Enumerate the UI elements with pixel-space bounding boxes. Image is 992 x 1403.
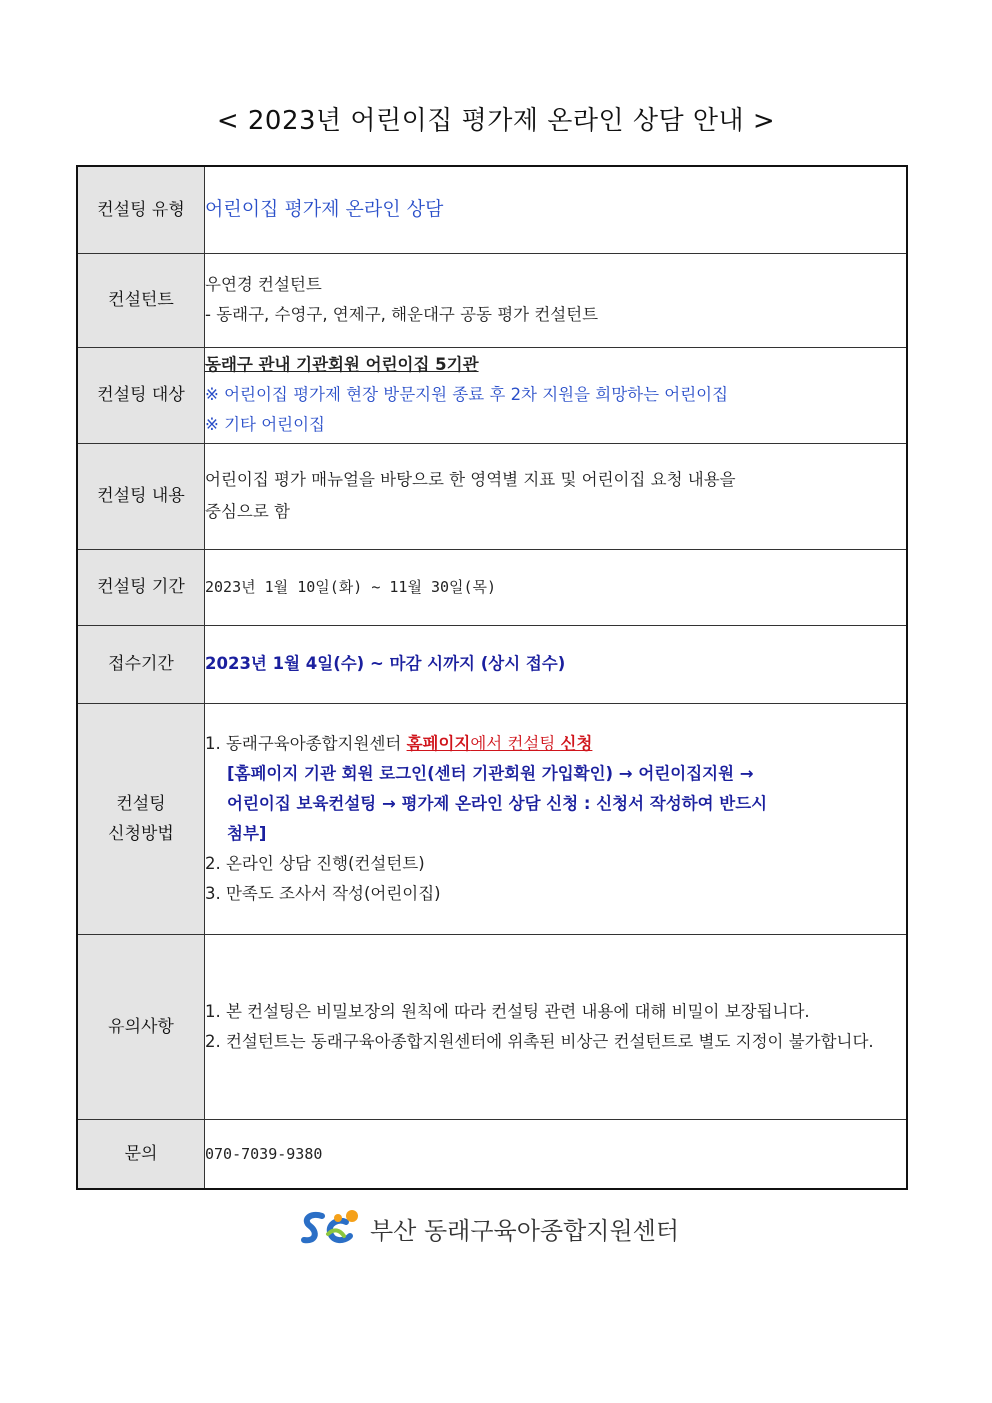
value-consulting-type (205, 166, 908, 253)
consulting-type-text: 어린이집 평가제 온라인 상담 (205, 198, 444, 221)
value-contact (205, 1119, 908, 1189)
label-consulting-type: 컨설팅 유형 (77, 166, 205, 253)
content-line-2: 중심으로 함 (205, 502, 290, 521)
method-bracket-line-3: 첨부] (227, 823, 267, 843)
label-content: 컨설팅 내용 (77, 443, 205, 549)
label-method-line-1: 컨설팅 (116, 793, 166, 814)
page-title: < 2023년 어린이집 평가제 온라인 상담 안내 > (216, 106, 776, 136)
method-bracket-line-2: 어린이집 보육컨설팅 → 평가제 온라인 상담 신청 : 신청서 작성하여 반드시 (227, 793, 768, 813)
method-step-1 (205, 729, 906, 759)
label-method (77, 703, 205, 934)
period-text: 2023년 1월 10일(화) ~ 11월 30일(목) (205, 578, 497, 596)
method-step-1-apply: 신청 (560, 733, 593, 753)
value-target (205, 347, 908, 443)
row-contact (77, 1119, 907, 1189)
label-contact: 문의 (77, 1119, 205, 1189)
footer (300, 1208, 679, 1248)
contact-phone: 070-7039-9380 (205, 1144, 323, 1163)
method-step-3: 3. 만족도 조사서 작성(어린이집) (205, 883, 441, 903)
row-method (77, 703, 907, 934)
method-step-1-mid: 에서 컨설팅 (470, 733, 561, 753)
row-content (77, 443, 907, 549)
label-period: 컨설팅 기간 (77, 549, 205, 625)
row-reception (77, 625, 907, 703)
reception-text: 2023년 1월 4일(수) ~ 마감 시까지 (상시 접수) (205, 654, 566, 673)
row-consultant (77, 253, 907, 347)
consultant-name: 우연경 컨설턴트 (205, 275, 322, 294)
method-step-1-prefix: 1. 동래구육아종합지원센터 (205, 733, 407, 753)
value-reception (205, 625, 908, 703)
value-period (205, 549, 908, 625)
label-method-line-2: 신청방법 (108, 823, 174, 844)
row-consulting-type (77, 166, 907, 253)
row-target (77, 347, 907, 443)
method-bracket-line-1: [홈페이지 기관 회원 로그인(센터 기관회원 가입확인) → 어린이집지원 → (227, 763, 754, 783)
value-content (205, 443, 908, 549)
row-period (77, 549, 907, 625)
notes-item-2: 2. 컨설턴트는 동래구육아종합지원센터에 위촉된 비상근 컨설턴트로 별도 지정이 불가합니다. (205, 1031, 874, 1051)
label-target: 컨설팅 대상 (77, 347, 205, 443)
homepage-link[interactable]: 홈페이지 (406, 733, 471, 753)
label-consultant: 컨설턴트 (77, 253, 205, 347)
content-line-1: 어린이집 평가 매뉴얼을 바탕으로 한 영역별 지표 및 어린이집 요청 내용을 (205, 470, 736, 489)
label-notes: 유의사항 (77, 934, 205, 1119)
info-table (76, 165, 908, 1190)
label-reception: 접수기간 (77, 625, 205, 703)
footer-org-name: 부산 동래구육아종합지원센터 (370, 1216, 680, 1245)
sc-center-logo-icon (300, 1208, 362, 1248)
value-consultant (205, 253, 908, 347)
method-step-2: 2. 온라인 상담 진행(컨설턴트) (205, 853, 425, 873)
target-note-1: ※ 어린이집 평가제 현장 방문지원 종료 후 2차 지원을 희망하는 어린이집 (205, 385, 729, 404)
value-method (205, 703, 908, 934)
target-main: 동래구 관내 기관회원 어린이집 5기관 (205, 355, 479, 374)
notes-item-1: 1. 본 컨설팅은 비밀보장의 원칙에 따라 컨설팅 관련 내용에 대해 비밀이 보장됩니다. (205, 1001, 810, 1021)
consultant-area: - 동래구, 수영구, 연제구, 해운대구 공동 평가 컨설턴트 (205, 305, 599, 324)
row-notes (77, 934, 907, 1119)
value-notes (205, 934, 908, 1119)
target-note-2: ※ 기타 어린이집 (205, 415, 325, 434)
